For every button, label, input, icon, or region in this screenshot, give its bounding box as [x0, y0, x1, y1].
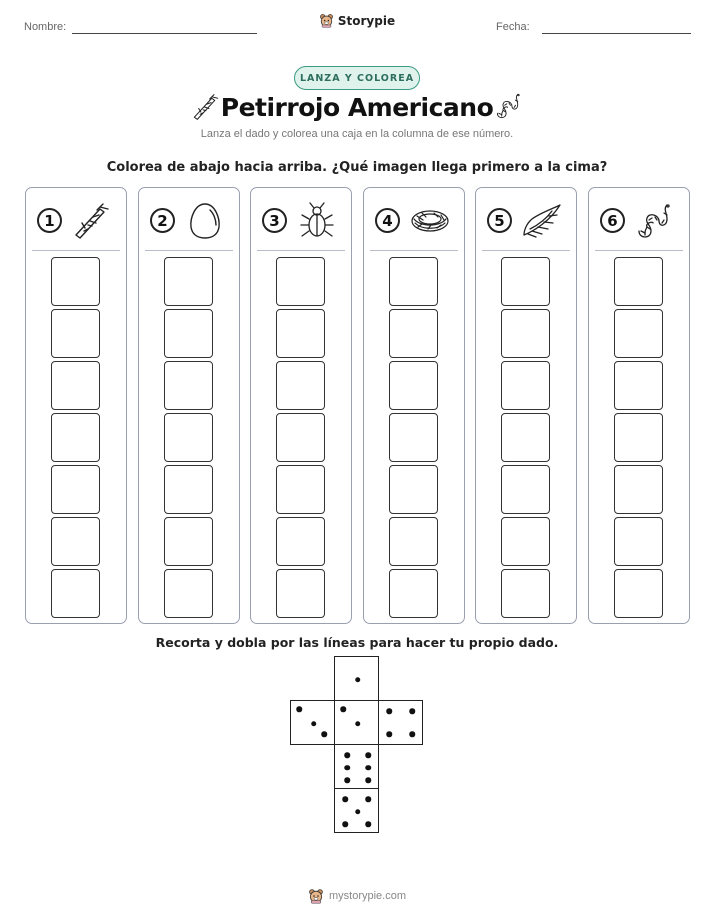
color-box[interactable]	[389, 517, 438, 566]
die-pip	[342, 796, 348, 802]
color-box[interactable]	[501, 465, 550, 514]
color-box[interactable]	[389, 465, 438, 514]
column-header	[139, 188, 239, 250]
color-box[interactable]	[51, 517, 100, 566]
die-pip	[409, 731, 415, 737]
die-pip	[386, 731, 392, 737]
die-face-1	[334, 656, 379, 701]
color-box[interactable]	[164, 309, 213, 358]
color-box[interactable]	[51, 361, 100, 410]
color-box[interactable]	[389, 309, 438, 358]
color-box[interactable]	[389, 257, 438, 306]
column-number: 2	[150, 208, 175, 233]
color-box[interactable]	[164, 257, 213, 306]
date-label: Fecha:	[496, 21, 530, 33]
color-box[interactable]	[164, 413, 213, 462]
color-instruction: Colorea de abajo hacia arriba. ¿Qué imagen llega primero a la cima?	[106, 160, 608, 175]
die-face-4	[378, 700, 423, 745]
color-box[interactable]	[51, 309, 100, 358]
page-title: Petirrojo Americano	[220, 93, 494, 122]
die-pip	[365, 765, 371, 771]
color-box[interactable]	[164, 465, 213, 514]
color-box[interactable]	[276, 569, 325, 618]
die-pip	[365, 796, 371, 802]
color-box[interactable]	[501, 257, 550, 306]
die-face-6	[334, 744, 379, 789]
color-box[interactable]	[51, 413, 100, 462]
column-divider	[145, 250, 233, 251]
worm-icon	[493, 91, 525, 121]
die-face-2	[334, 700, 379, 745]
column-number: 4	[375, 208, 400, 233]
cut-instruction: Recorta y dobla por las líneas para hacer tu propio dado.	[155, 635, 559, 650]
color-box[interactable]	[51, 257, 100, 306]
footer-url: mystorypie.com	[328, 890, 407, 902]
color-box[interactable]	[614, 413, 663, 462]
color-box[interactable]	[276, 257, 325, 306]
column-header	[589, 188, 689, 250]
die-pip	[321, 731, 327, 737]
die-pip	[386, 708, 392, 714]
die-pip	[365, 752, 371, 758]
column-number: 6	[600, 208, 625, 233]
column-3	[250, 187, 352, 624]
die-pip	[342, 821, 348, 827]
worm-icon	[633, 201, 677, 241]
die-pip	[365, 821, 371, 827]
color-box[interactable]	[164, 361, 213, 410]
column-header	[476, 188, 576, 250]
column-divider	[595, 250, 683, 251]
color-box[interactable]	[276, 413, 325, 462]
column-1	[25, 187, 127, 624]
activity-badge: LANZA Y COLOREA	[294, 66, 420, 90]
die-pip	[409, 708, 415, 714]
date-line	[542, 33, 691, 34]
die-face-3	[290, 700, 335, 745]
column-4	[363, 187, 465, 624]
bear-mascot-icon	[308, 888, 324, 904]
die-pip	[340, 706, 346, 712]
color-box[interactable]	[164, 517, 213, 566]
subtitle: Lanza el dado y colorea una caja en la columna de ese número.	[200, 128, 514, 140]
die-pip	[355, 721, 361, 727]
color-box[interactable]	[389, 413, 438, 462]
column-number: 3	[262, 208, 287, 233]
color-box[interactable]	[164, 569, 213, 618]
column-divider	[370, 250, 458, 251]
column-header	[251, 188, 351, 250]
color-box[interactable]	[276, 361, 325, 410]
name-label: Nombre:	[24, 21, 67, 33]
color-box[interactable]	[51, 465, 100, 514]
die-pip	[296, 706, 302, 712]
footer	[0, 888, 714, 904]
column-divider	[257, 250, 345, 251]
brand-name: Storypie	[337, 13, 396, 28]
color-box[interactable]	[614, 465, 663, 514]
die-pip	[365, 777, 371, 783]
column-divider	[482, 250, 570, 251]
die-pip	[344, 777, 350, 783]
color-box[interactable]	[614, 309, 663, 358]
color-box[interactable]	[501, 309, 550, 358]
column-6	[588, 187, 690, 624]
color-box[interactable]	[614, 569, 663, 618]
color-box[interactable]	[501, 569, 550, 618]
color-box[interactable]	[276, 465, 325, 514]
beetle-icon	[295, 201, 339, 241]
color-box[interactable]	[389, 361, 438, 410]
color-box[interactable]	[614, 517, 663, 566]
die-face-5	[334, 788, 379, 833]
color-box[interactable]	[276, 517, 325, 566]
color-box[interactable]	[614, 257, 663, 306]
name-line	[72, 33, 257, 34]
die-pip	[355, 809, 361, 815]
die-pip	[311, 721, 317, 727]
color-box[interactable]	[501, 361, 550, 410]
column-number: 1	[37, 208, 62, 233]
column-2	[138, 187, 240, 624]
die-pip	[344, 752, 350, 758]
die-pip	[355, 677, 361, 683]
column-5	[475, 187, 577, 624]
twig-icon	[70, 201, 114, 241]
column-number: 5	[487, 208, 512, 233]
wing-icon	[520, 201, 564, 241]
color-box[interactable]	[276, 309, 325, 358]
color-box[interactable]	[51, 569, 100, 618]
color-box[interactable]	[614, 361, 663, 410]
bear-mascot-icon	[319, 13, 334, 28]
column-divider	[32, 250, 120, 251]
nest-icon	[408, 201, 452, 241]
color-box[interactable]	[389, 569, 438, 618]
egg-icon	[183, 201, 227, 241]
color-box[interactable]	[501, 517, 550, 566]
brand-logo	[0, 13, 714, 28]
color-box[interactable]	[501, 413, 550, 462]
die-pip	[344, 765, 350, 771]
column-header	[26, 188, 126, 250]
column-header	[364, 188, 464, 250]
